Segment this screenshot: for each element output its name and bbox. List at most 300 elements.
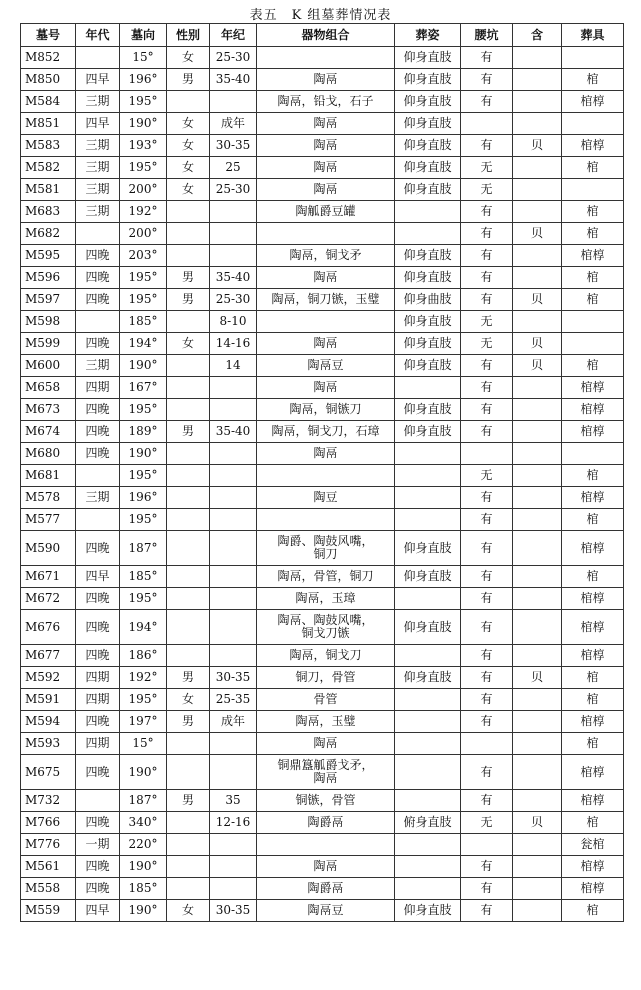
table-cell: 有 [461, 245, 513, 267]
table-cell: 陶鬲、陶鼓风嘴， 铜戈刀镞 [257, 610, 395, 645]
table-cell: 女 [167, 333, 210, 355]
table-cell [76, 311, 120, 333]
table-cell: M590 [21, 531, 76, 566]
table-cell: M676 [21, 610, 76, 645]
table-cell: 192° [120, 201, 167, 223]
table-cell: 195° [120, 399, 167, 421]
table-cell: 陶鬲 [257, 179, 395, 201]
header-cell: 葬姿 [395, 24, 461, 47]
table-cell [76, 465, 120, 487]
table-cell [167, 755, 210, 790]
table-row [21, 355, 624, 377]
table-cell [257, 465, 395, 487]
table-cell [210, 610, 257, 645]
table-row [21, 267, 624, 289]
table-cell [513, 157, 562, 179]
table-cell: 四晚 [76, 531, 120, 566]
table-cell: 四期 [76, 667, 120, 689]
table-cell: 12-16 [210, 812, 257, 834]
table-cell: 196° [120, 69, 167, 91]
table-cell: 有 [461, 856, 513, 878]
table-cell: 194° [120, 333, 167, 355]
header-cell: 器物组合 [257, 24, 395, 47]
table-cell: 铜刀，骨管 [257, 667, 395, 689]
table-cell: 仰身曲肢 [395, 289, 461, 311]
table-cell [395, 223, 461, 245]
table-row [21, 790, 624, 812]
table-cell: 四晚 [76, 289, 120, 311]
table-cell: 仰身直肢 [395, 47, 461, 69]
table-cell [210, 588, 257, 610]
table-cell [167, 311, 210, 333]
header-cell: 性别 [167, 24, 210, 47]
table-cell: 仰身直肢 [395, 566, 461, 588]
table-cell: 30-35 [210, 900, 257, 922]
table-row [21, 645, 624, 667]
table-cell: M681 [21, 465, 76, 487]
table-cell [513, 755, 562, 790]
table-cell [167, 399, 210, 421]
table-cell: 女 [167, 47, 210, 69]
table-cell [395, 878, 461, 900]
table-cell [395, 755, 461, 790]
table-cell [461, 113, 513, 135]
table-cell: 陶爵鬲 [257, 878, 395, 900]
table-cell [210, 487, 257, 509]
table-cell [210, 733, 257, 755]
table-cell: 有 [461, 610, 513, 645]
table-cell [210, 245, 257, 267]
table-cell: 有 [461, 421, 513, 443]
table-cell: 195° [120, 588, 167, 610]
table-cell: 有 [461, 689, 513, 711]
table-cell: 三期 [76, 157, 120, 179]
table-cell: 陶鬲 [257, 69, 395, 91]
table-cell [257, 509, 395, 531]
table-cell: M558 [21, 878, 76, 900]
table-cell [76, 509, 120, 531]
table-cell: M596 [21, 267, 76, 289]
table-row [21, 711, 624, 733]
table-cell: 有 [461, 223, 513, 245]
table-cell: 195° [120, 267, 167, 289]
table-cell: 四晚 [76, 856, 120, 878]
header-cell: 含 [513, 24, 562, 47]
table-cell [513, 201, 562, 223]
table-row [21, 900, 624, 922]
table-cell: M658 [21, 377, 76, 399]
table-cell: 仰身直肢 [395, 333, 461, 355]
table-cell: 186° [120, 645, 167, 667]
table-cell [167, 878, 210, 900]
table-cell: 陶觚爵豆罐 [257, 201, 395, 223]
table-cell [395, 465, 461, 487]
table-cell: 棺椁 [562, 91, 624, 113]
table-cell: 25 [210, 157, 257, 179]
table-cell: M766 [21, 812, 76, 834]
table-row [21, 223, 624, 245]
table-cell: 有 [461, 900, 513, 922]
table-cell: M673 [21, 399, 76, 421]
table-cell: M674 [21, 421, 76, 443]
table-cell [513, 487, 562, 509]
table-cell: 25-30 [210, 47, 257, 69]
table-cell: 棺椁 [562, 645, 624, 667]
table-cell: 四晚 [76, 610, 120, 645]
table-cell: 仰身直肢 [395, 610, 461, 645]
table-cell: 陶鬲，铜刀镞，玉璧 [257, 289, 395, 311]
table-cell: 棺 [562, 223, 624, 245]
table-row [21, 465, 624, 487]
table-row [21, 610, 624, 645]
table-cell: 仰身直肢 [395, 179, 461, 201]
table-cell: 25-35 [210, 689, 257, 711]
table-cell: 男 [167, 267, 210, 289]
table-cell: 陶鬲 [257, 733, 395, 755]
table-cell: 女 [167, 157, 210, 179]
table-cell: 四晚 [76, 588, 120, 610]
table-row [21, 399, 624, 421]
table-cell: 四晚 [76, 443, 120, 465]
table-cell [513, 91, 562, 113]
table-row [21, 667, 624, 689]
table-cell: 185° [120, 878, 167, 900]
table-cell: 贝 [513, 135, 562, 157]
table-cell [257, 47, 395, 69]
table-cell: 仰身直肢 [395, 355, 461, 377]
table-cell: 贝 [513, 355, 562, 377]
table-cell: 仰身直肢 [395, 245, 461, 267]
table-cell: 棺椁 [562, 610, 624, 645]
header-cell: 腰坑 [461, 24, 513, 47]
table-cell: 仰身直肢 [395, 667, 461, 689]
table-cell: M672 [21, 588, 76, 610]
table-row [21, 377, 624, 399]
table-cell [167, 812, 210, 834]
table-cell [210, 377, 257, 399]
table-cell: 有 [461, 790, 513, 812]
table-cell: M776 [21, 834, 76, 856]
table-cell: 25-30 [210, 179, 257, 201]
table-cell: 190° [120, 755, 167, 790]
table-cell: 女 [167, 113, 210, 135]
table-cell [167, 531, 210, 566]
table-row [21, 47, 624, 69]
table-cell: 陶鬲豆 [257, 355, 395, 377]
table-cell: 35-40 [210, 69, 257, 91]
table-cell: 棺 [562, 733, 624, 755]
table-cell: 女 [167, 900, 210, 922]
table-cell: 贝 [513, 667, 562, 689]
table-cell: 四晚 [76, 812, 120, 834]
table-cell [513, 69, 562, 91]
table-cell: M583 [21, 135, 76, 157]
table-cell [257, 834, 395, 856]
table-cell: 无 [461, 465, 513, 487]
table-cell [210, 755, 257, 790]
table-cell: M682 [21, 223, 76, 245]
table-cell [210, 645, 257, 667]
table-cell: 棺 [562, 157, 624, 179]
table-cell [210, 443, 257, 465]
table-cell: 棺椁 [562, 588, 624, 610]
table-cell [513, 311, 562, 333]
table-cell: 有 [461, 645, 513, 667]
table-cell: 铜镞，骨管 [257, 790, 395, 812]
table-cell: 棺 [562, 566, 624, 588]
table-cell [395, 689, 461, 711]
table-cell [167, 355, 210, 377]
table-body [21, 47, 624, 922]
table-cell: 35-40 [210, 267, 257, 289]
table-cell [513, 645, 562, 667]
table-cell: 女 [167, 179, 210, 201]
table-cell: 仰身直肢 [395, 311, 461, 333]
table-cell: 197° [120, 711, 167, 733]
table-cell: 有 [461, 91, 513, 113]
table-cell [513, 790, 562, 812]
table-cell [562, 47, 624, 69]
table-cell [395, 509, 461, 531]
table-cell: 有 [461, 509, 513, 531]
table-cell: 无 [461, 157, 513, 179]
table-cell: 无 [461, 179, 513, 201]
table-cell [167, 465, 210, 487]
table-cell [210, 399, 257, 421]
table-cell: 185° [120, 566, 167, 588]
table-cell: 四期 [76, 377, 120, 399]
table-row [21, 878, 624, 900]
table-cell [513, 377, 562, 399]
table-cell: 陶鬲 [257, 443, 395, 465]
table-cell: 棺椁 [562, 245, 624, 267]
table-cell: 仰身直肢 [395, 531, 461, 566]
table-row [21, 113, 624, 135]
table-cell: 仰身直肢 [395, 900, 461, 922]
table-cell: 四早 [76, 566, 120, 588]
table-cell [257, 223, 395, 245]
table-cell: 有 [461, 755, 513, 790]
table-cell [257, 311, 395, 333]
table-cell: 陶鬲，铜戈刀 [257, 645, 395, 667]
table-cell: 男 [167, 667, 210, 689]
table-cell [167, 91, 210, 113]
table-row [21, 755, 624, 790]
table-cell [513, 443, 562, 465]
table-cell: 有 [461, 487, 513, 509]
table-cell: 三期 [76, 91, 120, 113]
table-cell [513, 733, 562, 755]
table-cell: 有 [461, 135, 513, 157]
table-cell: 200° [120, 179, 167, 201]
table-cell: M680 [21, 443, 76, 465]
table-cell: M683 [21, 201, 76, 223]
header-cell: 墓向 [120, 24, 167, 47]
header-cell: 葬具 [562, 24, 624, 47]
table-cell: 贝 [513, 812, 562, 834]
table-cell: 仰身直肢 [395, 113, 461, 135]
table-cell: 30-35 [210, 135, 257, 157]
table-cell: 195° [120, 689, 167, 711]
table-cell: 有 [461, 531, 513, 566]
table-cell [513, 179, 562, 201]
table-cell: 190° [120, 355, 167, 377]
table-cell: 仰身直肢 [395, 267, 461, 289]
table-cell [513, 856, 562, 878]
table-cell: 成年 [210, 113, 257, 135]
table-row [21, 201, 624, 223]
table-cell: 有 [461, 201, 513, 223]
table-cell: M582 [21, 157, 76, 179]
table-cell: 190° [120, 113, 167, 135]
table-cell: 有 [461, 588, 513, 610]
table-cell: 骨管 [257, 689, 395, 711]
table-cell [513, 878, 562, 900]
table-cell: 8-10 [210, 311, 257, 333]
table-cell: 陶鬲 [257, 333, 395, 355]
table-cell: 有 [461, 69, 513, 91]
table-cell: 四晚 [76, 399, 120, 421]
table-cell: 192° [120, 667, 167, 689]
table-cell: 贝 [513, 289, 562, 311]
table-cell [167, 201, 210, 223]
table-cell [167, 834, 210, 856]
table-cell: 14 [210, 355, 257, 377]
table-cell [167, 610, 210, 645]
table-cell [395, 201, 461, 223]
table-cell [395, 588, 461, 610]
table-cell [461, 443, 513, 465]
table-cell [513, 47, 562, 69]
table-row [21, 566, 624, 588]
table-cell: 仰身直肢 [395, 157, 461, 179]
table-cell: 陶鬲 [257, 856, 395, 878]
table-cell: 陶鬲，铜戈矛 [257, 245, 395, 267]
table-cell: 仰身直肢 [395, 421, 461, 443]
table-cell: 棺椁 [562, 421, 624, 443]
table-cell: 女 [167, 689, 210, 711]
table-cell [513, 610, 562, 645]
table-cell: 四晚 [76, 755, 120, 790]
burial-table [20, 23, 624, 922]
table-row [21, 289, 624, 311]
table-cell: 四早 [76, 113, 120, 135]
table-cell: 有 [461, 566, 513, 588]
table-cell: 25-30 [210, 289, 257, 311]
table-cell: 15° [120, 733, 167, 755]
table-cell: 男 [167, 421, 210, 443]
table-cell: 一期 [76, 834, 120, 856]
table-cell: 195° [120, 465, 167, 487]
table-cell [167, 377, 210, 399]
table-cell: 陶鬲 [257, 267, 395, 289]
table-cell: 陶鬲，骨管，铜刀 [257, 566, 395, 588]
table-cell: 有 [461, 399, 513, 421]
table-cell [562, 333, 624, 355]
table-cell [395, 856, 461, 878]
table-cell [167, 223, 210, 245]
table-cell: M591 [21, 689, 76, 711]
table-cell: M599 [21, 333, 76, 355]
table-cell: 14-16 [210, 333, 257, 355]
table-cell: 187° [120, 531, 167, 566]
table-row [21, 245, 624, 267]
table-cell: 棺 [562, 812, 624, 834]
table-cell: 棺椁 [562, 856, 624, 878]
table-cell: 35 [210, 790, 257, 812]
table-cell: 35-40 [210, 421, 257, 443]
table-cell: 195° [120, 157, 167, 179]
table-cell: 四晚 [76, 421, 120, 443]
table-cell: 三期 [76, 179, 120, 201]
table-cell: 瓮棺 [562, 834, 624, 856]
table-cell: 铜鼎簋觚爵戈矛， 陶鬲 [257, 755, 395, 790]
table-cell [513, 465, 562, 487]
table-cell [461, 733, 513, 755]
table-cell: 有 [461, 667, 513, 689]
table-cell: 陶鬲，铅戈，石子 [257, 91, 395, 113]
table-cell: 无 [461, 333, 513, 355]
table-cell [395, 377, 461, 399]
table-cell: 三期 [76, 355, 120, 377]
table-cell: M671 [21, 566, 76, 588]
table-cell: 女 [167, 135, 210, 157]
table-cell: M852 [21, 47, 76, 69]
table-cell: 四早 [76, 900, 120, 922]
table-cell [513, 689, 562, 711]
table-cell: 陶鬲 [257, 157, 395, 179]
table-cell: 15° [120, 47, 167, 69]
header-cell: 墓号 [21, 24, 76, 47]
table-row [21, 421, 624, 443]
table-cell: 四期 [76, 733, 120, 755]
table-cell: M577 [21, 509, 76, 531]
table-cell: 成年 [210, 711, 257, 733]
table-cell: 196° [120, 487, 167, 509]
table-cell [395, 487, 461, 509]
table-cell: 仰身直肢 [395, 91, 461, 113]
table-cell [210, 834, 257, 856]
table-row [21, 135, 624, 157]
table-cell: 190° [120, 856, 167, 878]
table-cell: 陶鬲 [257, 113, 395, 135]
table-cell: 有 [461, 377, 513, 399]
table-cell [210, 223, 257, 245]
table-cell [167, 245, 210, 267]
table-cell: M561 [21, 856, 76, 878]
table-cell: 30-35 [210, 667, 257, 689]
table-cell: M597 [21, 289, 76, 311]
table-cell: 陶豆 [257, 487, 395, 509]
table-cell: 有 [461, 711, 513, 733]
table-cell [167, 588, 210, 610]
table-cell [167, 566, 210, 588]
header-row [21, 24, 624, 47]
table-row [21, 311, 624, 333]
table-cell: M578 [21, 487, 76, 509]
table-cell: 有 [461, 267, 513, 289]
table-cell: 三期 [76, 201, 120, 223]
table-cell: M581 [21, 179, 76, 201]
table-cell: 四晚 [76, 645, 120, 667]
table-cell: 棺椁 [562, 790, 624, 812]
table-cell [395, 711, 461, 733]
table-cell: 棺椁 [562, 755, 624, 790]
table-cell [395, 645, 461, 667]
table-cell: 贝 [513, 333, 562, 355]
table-cell: 185° [120, 311, 167, 333]
table-row [21, 157, 624, 179]
